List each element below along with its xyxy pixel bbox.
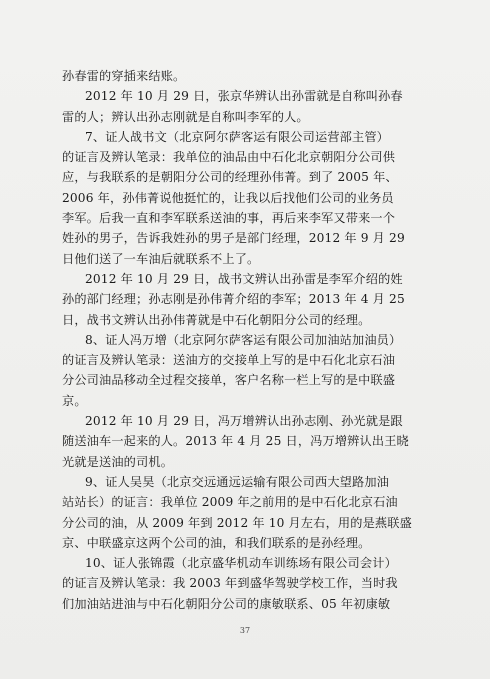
text-line: 8、证人冯万增（北京阿尔萨客运有限公司加油站加油员）	[85, 332, 402, 347]
text-line: 2012 年 10 月 29 日，冯万增辨认出孙志刚、孙光就是跟	[85, 414, 403, 429]
text-line: 孙的部门经理；孙志刚是孙伟菁介绍的李军；2013 年 4 月 25	[62, 292, 405, 307]
text-line: 应，与我联系的是朝阳分公司的经理孙伟菁。到了 2005 年、	[62, 170, 398, 185]
text-line: 2012 年 10 月 29 日，张京华辨认出孙雷就是自称叫孙春	[85, 89, 403, 104]
body-text	[62, 66, 457, 614]
text-line: 分公司油品移动全过程交接单，客户名称一栏上写的是中联盛	[62, 373, 396, 388]
text-line: 9、证人吴昊（北京交远通远运输有限公司西大望路加油	[85, 474, 390, 489]
page-number: 37	[239, 626, 251, 635]
text-line: 雷的人；辨认出孙志刚就是自称叫李军的人。	[62, 109, 309, 124]
text-line: 2006 年，孙伟菁说他挺忙的，让我以后找他们公司的业务员	[62, 190, 394, 205]
text-line: 的证言及辨认笔录：我单位的油品由中石化北京朝阳分公司供	[62, 150, 396, 165]
text-line: 李军。后我一直和李军联系送油的事，再后来李军又带来一个	[62, 211, 396, 226]
text-line: 的证言及辨认笔录：我 2003 年到盛华驾驶学校工作，当时我	[62, 576, 398, 591]
text-line: 京。	[62, 393, 87, 408]
text-line: 孙春雷的穿插来结账。	[62, 69, 186, 83]
text-line: 站站长）的证言：我单位 2009 年之前用的是中石化北京石油	[62, 495, 398, 510]
text-line: 日，战书文辨认出孙伟菁就是中石化朝阳分公司的经理。	[62, 312, 371, 327]
text-line: 日他们送了一车油后就联系不上了。	[62, 251, 260, 266]
text-line: 京、中联盛京这两个公司的油，和我们联系的是孙经理。	[62, 535, 371, 550]
text-line: 2012 年 10 月 29 日，战书文辨认出孙雷是李军介绍的姓	[85, 271, 403, 286]
text-line: 们加油站进油与中石化朝阳分公司的康敏联系、05 年初康敏	[62, 596, 391, 611]
text-line: 的证言及辨认笔录：送油方的交接单上写的是中石化北京石油	[62, 353, 396, 368]
text-line: 分公司的油，从 2009 年到 2012 年 10 月左右，用的是燕联盛	[62, 515, 412, 530]
text-line: 姓孙的男子，告诉我姓孙的男子是部门经理，2012 年 9 月 29	[62, 231, 405, 246]
text-line: 10、证人张锦霞（北京盛华机动车训练场有限公司会计）	[85, 556, 397, 571]
text-line: 光就是送油的司机。	[62, 454, 174, 469]
text-line: 7、证人战书文（北京阿尔萨客运有限公司运营部主管）	[85, 129, 390, 144]
text-line: 随送油车一起来的人。2013 年 4 月 25 日，冯万增辨认出王晓	[62, 434, 409, 449]
